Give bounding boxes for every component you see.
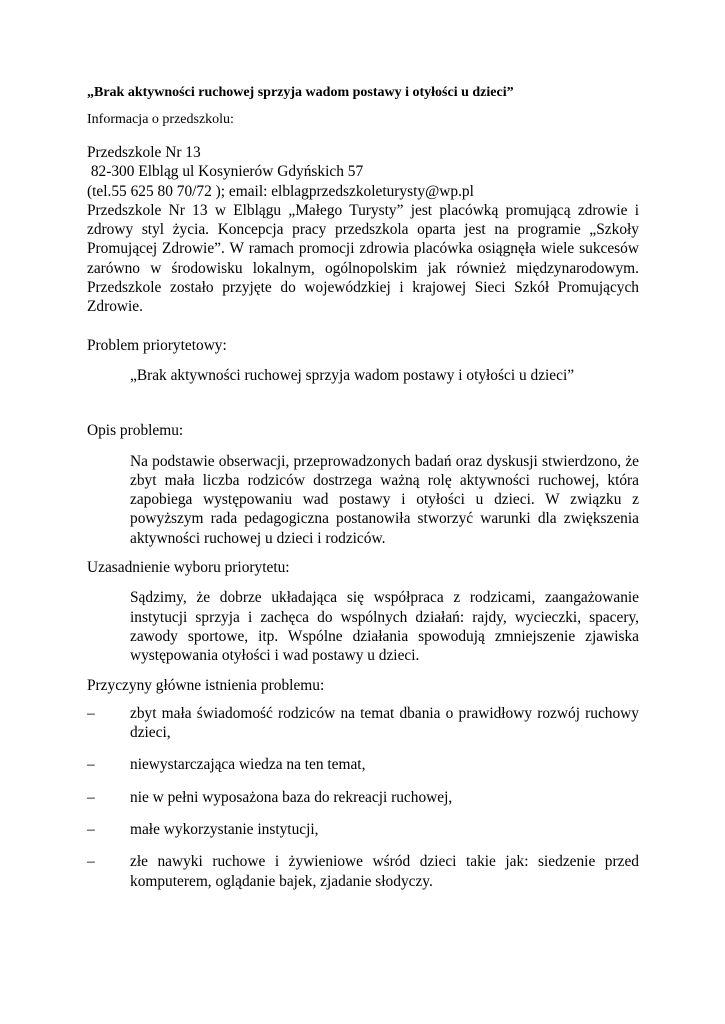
school-name: Przedszkole Nr 13 [87, 144, 201, 161]
info-label: Informacja o przedszkolu: [87, 112, 234, 127]
problem-description-text: Na podstawie obserwacji, przeprowadzonych badań oraz dyskusji stwierdzono, że zbyt mała liczba rodziców dostrzega ważną rolę aktywności ruchowej, która zapobiega występowaniu wad postawy i otyłości u dzieci. W związku z powyższym rada pedagogiczna postanowiła stworzyć warunki dla zwiększenia aktywności ruchowej u dzieci i rodziców. [130, 452, 639, 547]
list-item [87, 755, 639, 774]
justification-text: Sądzimy, że dobrze układająca się współpraca z rodzicami, zaangażowanie instytucji sprzyja i zachęca do wspólnych działań: rajdy, wycieczki, spacery, zawody sportowe, itp. Wspólne działania spowodują zmniejszenie zjawiska występowania otyłości i wad postawy u dzieci. [130, 589, 639, 665]
bullet-dash: – [87, 788, 95, 806]
school-info [87, 143, 639, 317]
list-item [87, 852, 639, 891]
causes-label: Przyczyny główne istnienia problemu: [87, 676, 325, 694]
list-item [87, 788, 639, 807]
bullet-dash: – [87, 704, 95, 722]
causes-list [87, 704, 639, 891]
justification-label: Uzasadnienie wyboru priorytetu: [87, 559, 290, 577]
list-item [87, 820, 639, 839]
bullet-dash: – [87, 853, 95, 871]
list-item [87, 704, 639, 743]
school-address: 82-300 Elbląg ul Kosynierów Gdyńskich 57 [87, 163, 364, 181]
list-item-text: złe nawyki ruchowe i żywieniowe wśród dzieci takie jak: siedzenie przed komputerem, oglądanie bajek, zjadanie słodyczy. [130, 853, 639, 890]
document-title: „Brak aktywności ruchowej sprzyja wadom postawy i otyłości u dzieci” [87, 85, 514, 100]
list-item-text: zbyt mała świadomość rodziców na temat dbania o prawidłowy rozwój ruchowy dzieci, [130, 704, 639, 742]
school-description: Przedszkole Nr 13 w Elblągu „Małego Turysty” jest placówką promującą zdrowie i zdrowy styl życia. Koncepcja pracy przedszkola oparta jest na programie „Szkoły Promującej Zdrowie”. W ramach promocji zdrowia placówka osiągnęła wiele sukcesów zarówno w środowisku lokalnym, ogólnopolskim jak również międzynarodowym. Przedszkole zostało przyjęte do wojewódzkiej i krajowej Sieci Szkół Promujących Zdrowie. [87, 201, 639, 316]
priority-problem-text: „Brak aktywności ruchowej sprzyja wadom postawy i otyłości u dzieci” [130, 366, 575, 384]
problem-description-label: Opis problemu: [87, 422, 184, 440]
priority-problem-label: Problem priorytetowy: [87, 336, 227, 354]
bullet-dash: – [87, 756, 95, 774]
list-item-text: nie w pełni wyposażona baza do rekreacji ruchowej, [130, 788, 453, 806]
school-contact: (tel.55 625 80 70/72 ); email: elblagprzedszkoleturysty@wp.pl [87, 182, 474, 200]
list-item-text: małe wykorzystanie instytucji, [130, 821, 319, 839]
list-item-text: niewystarczająca wiedza na ten temat, [130, 756, 366, 774]
document-page [87, 84, 639, 891]
bullet-dash: – [87, 821, 95, 839]
